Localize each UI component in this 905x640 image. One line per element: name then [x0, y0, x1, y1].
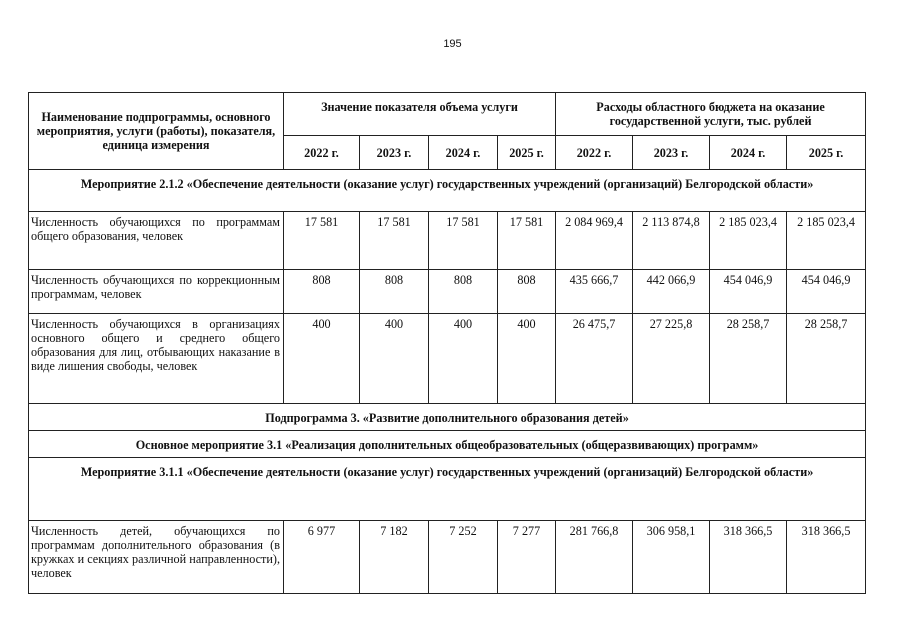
expense-value: 281 766,8: [556, 521, 633, 594]
header-expense-year: 2022 г.: [556, 136, 633, 170]
volume-value: 808: [360, 270, 429, 314]
expense-value: 2 185 023,4: [710, 212, 787, 270]
header-volume-year: 2025 г.: [498, 136, 556, 170]
expense-value: 2 084 969,4: [556, 212, 633, 270]
volume-value: 808: [429, 270, 498, 314]
indicator-name: Численность детей, обучающихся по программам дополнительного образования (в кружках и секциях различной направленности), человек: [29, 521, 284, 594]
section-heading: Мероприятие 3.1.1 «Обеспечение деятельности (оказание услуг) государственных учреждений (организаций) Белгородской области»: [29, 458, 866, 521]
volume-value: 6 977: [284, 521, 360, 594]
header-expense-year: 2025 г.: [787, 136, 866, 170]
indicator-name: Численность обучающихся по коррекционным программам, человек: [29, 270, 284, 314]
header-volume-year: 2024 г.: [429, 136, 498, 170]
table-row: [29, 314, 866, 404]
volume-value: 400: [429, 314, 498, 404]
volume-value: 7 277: [498, 521, 556, 594]
volume-value: 808: [498, 270, 556, 314]
header-volume-group: Значение показателя объема услуги: [284, 93, 556, 136]
header-name-column: Наименование подпрограммы, основного мероприятия, услуги (работы), показателя, единица измерения: [29, 93, 284, 170]
volume-value: 400: [498, 314, 556, 404]
expense-value: 27 225,8: [633, 314, 710, 404]
expense-value: 454 046,9: [787, 270, 866, 314]
volume-value: 400: [284, 314, 360, 404]
expense-value: 454 046,9: [710, 270, 787, 314]
indicator-name: Численность обучающихся в организациях основного общего и среднего общего образования для лиц, отбывающих наказание в виде лишения свободы, человек: [29, 314, 284, 404]
header-expense-group: Расходы областного бюджета на оказание государственной услуги, тыс. рублей: [556, 93, 866, 136]
header-volume-year: 2023 г.: [360, 136, 429, 170]
page-number: 195: [443, 38, 462, 50]
volume-value: 7 182: [360, 521, 429, 594]
main-activity-heading: Основное мероприятие 3.1 «Реализация дополнительных общеобразовательных (общеразвивающих) программ»: [29, 431, 866, 458]
volume-value: 17 581: [284, 212, 360, 270]
section-heading: Мероприятие 2.1.2 «Обеспечение деятельности (оказание услуг) государственных учреждений (организаций) Белгородской области»: [29, 170, 866, 212]
table-row: [29, 270, 866, 314]
table-row: [29, 521, 866, 594]
volume-value: 17 581: [498, 212, 556, 270]
expense-value: 306 958,1: [633, 521, 710, 594]
expense-value: 28 258,7: [710, 314, 787, 404]
expense-value: 2 113 874,8: [633, 212, 710, 270]
expense-value: 318 366,5: [710, 521, 787, 594]
expense-value: 318 366,5: [787, 521, 866, 594]
volume-value: 17 581: [360, 212, 429, 270]
table-row: [29, 212, 866, 270]
header-expense-year: 2024 г.: [710, 136, 787, 170]
volume-value: 400: [360, 314, 429, 404]
header-volume-year: 2022 г.: [284, 136, 360, 170]
expense-value: 26 475,7: [556, 314, 633, 404]
indicator-name: Численность обучающихся по программам общего образования, человек: [29, 212, 284, 270]
volume-value: 808: [284, 270, 360, 314]
expense-value: 2 185 023,4: [787, 212, 866, 270]
expense-value: 28 258,7: [787, 314, 866, 404]
budget-table: [28, 92, 866, 594]
header-expense-year: 2023 г.: [633, 136, 710, 170]
volume-value: 17 581: [429, 212, 498, 270]
volume-value: 7 252: [429, 521, 498, 594]
expense-value: 435 666,7: [556, 270, 633, 314]
subprogram-heading: Подпрограмма 3. «Развитие дополнительного образования детей»: [29, 404, 866, 431]
expense-value: 442 066,9: [633, 270, 710, 314]
